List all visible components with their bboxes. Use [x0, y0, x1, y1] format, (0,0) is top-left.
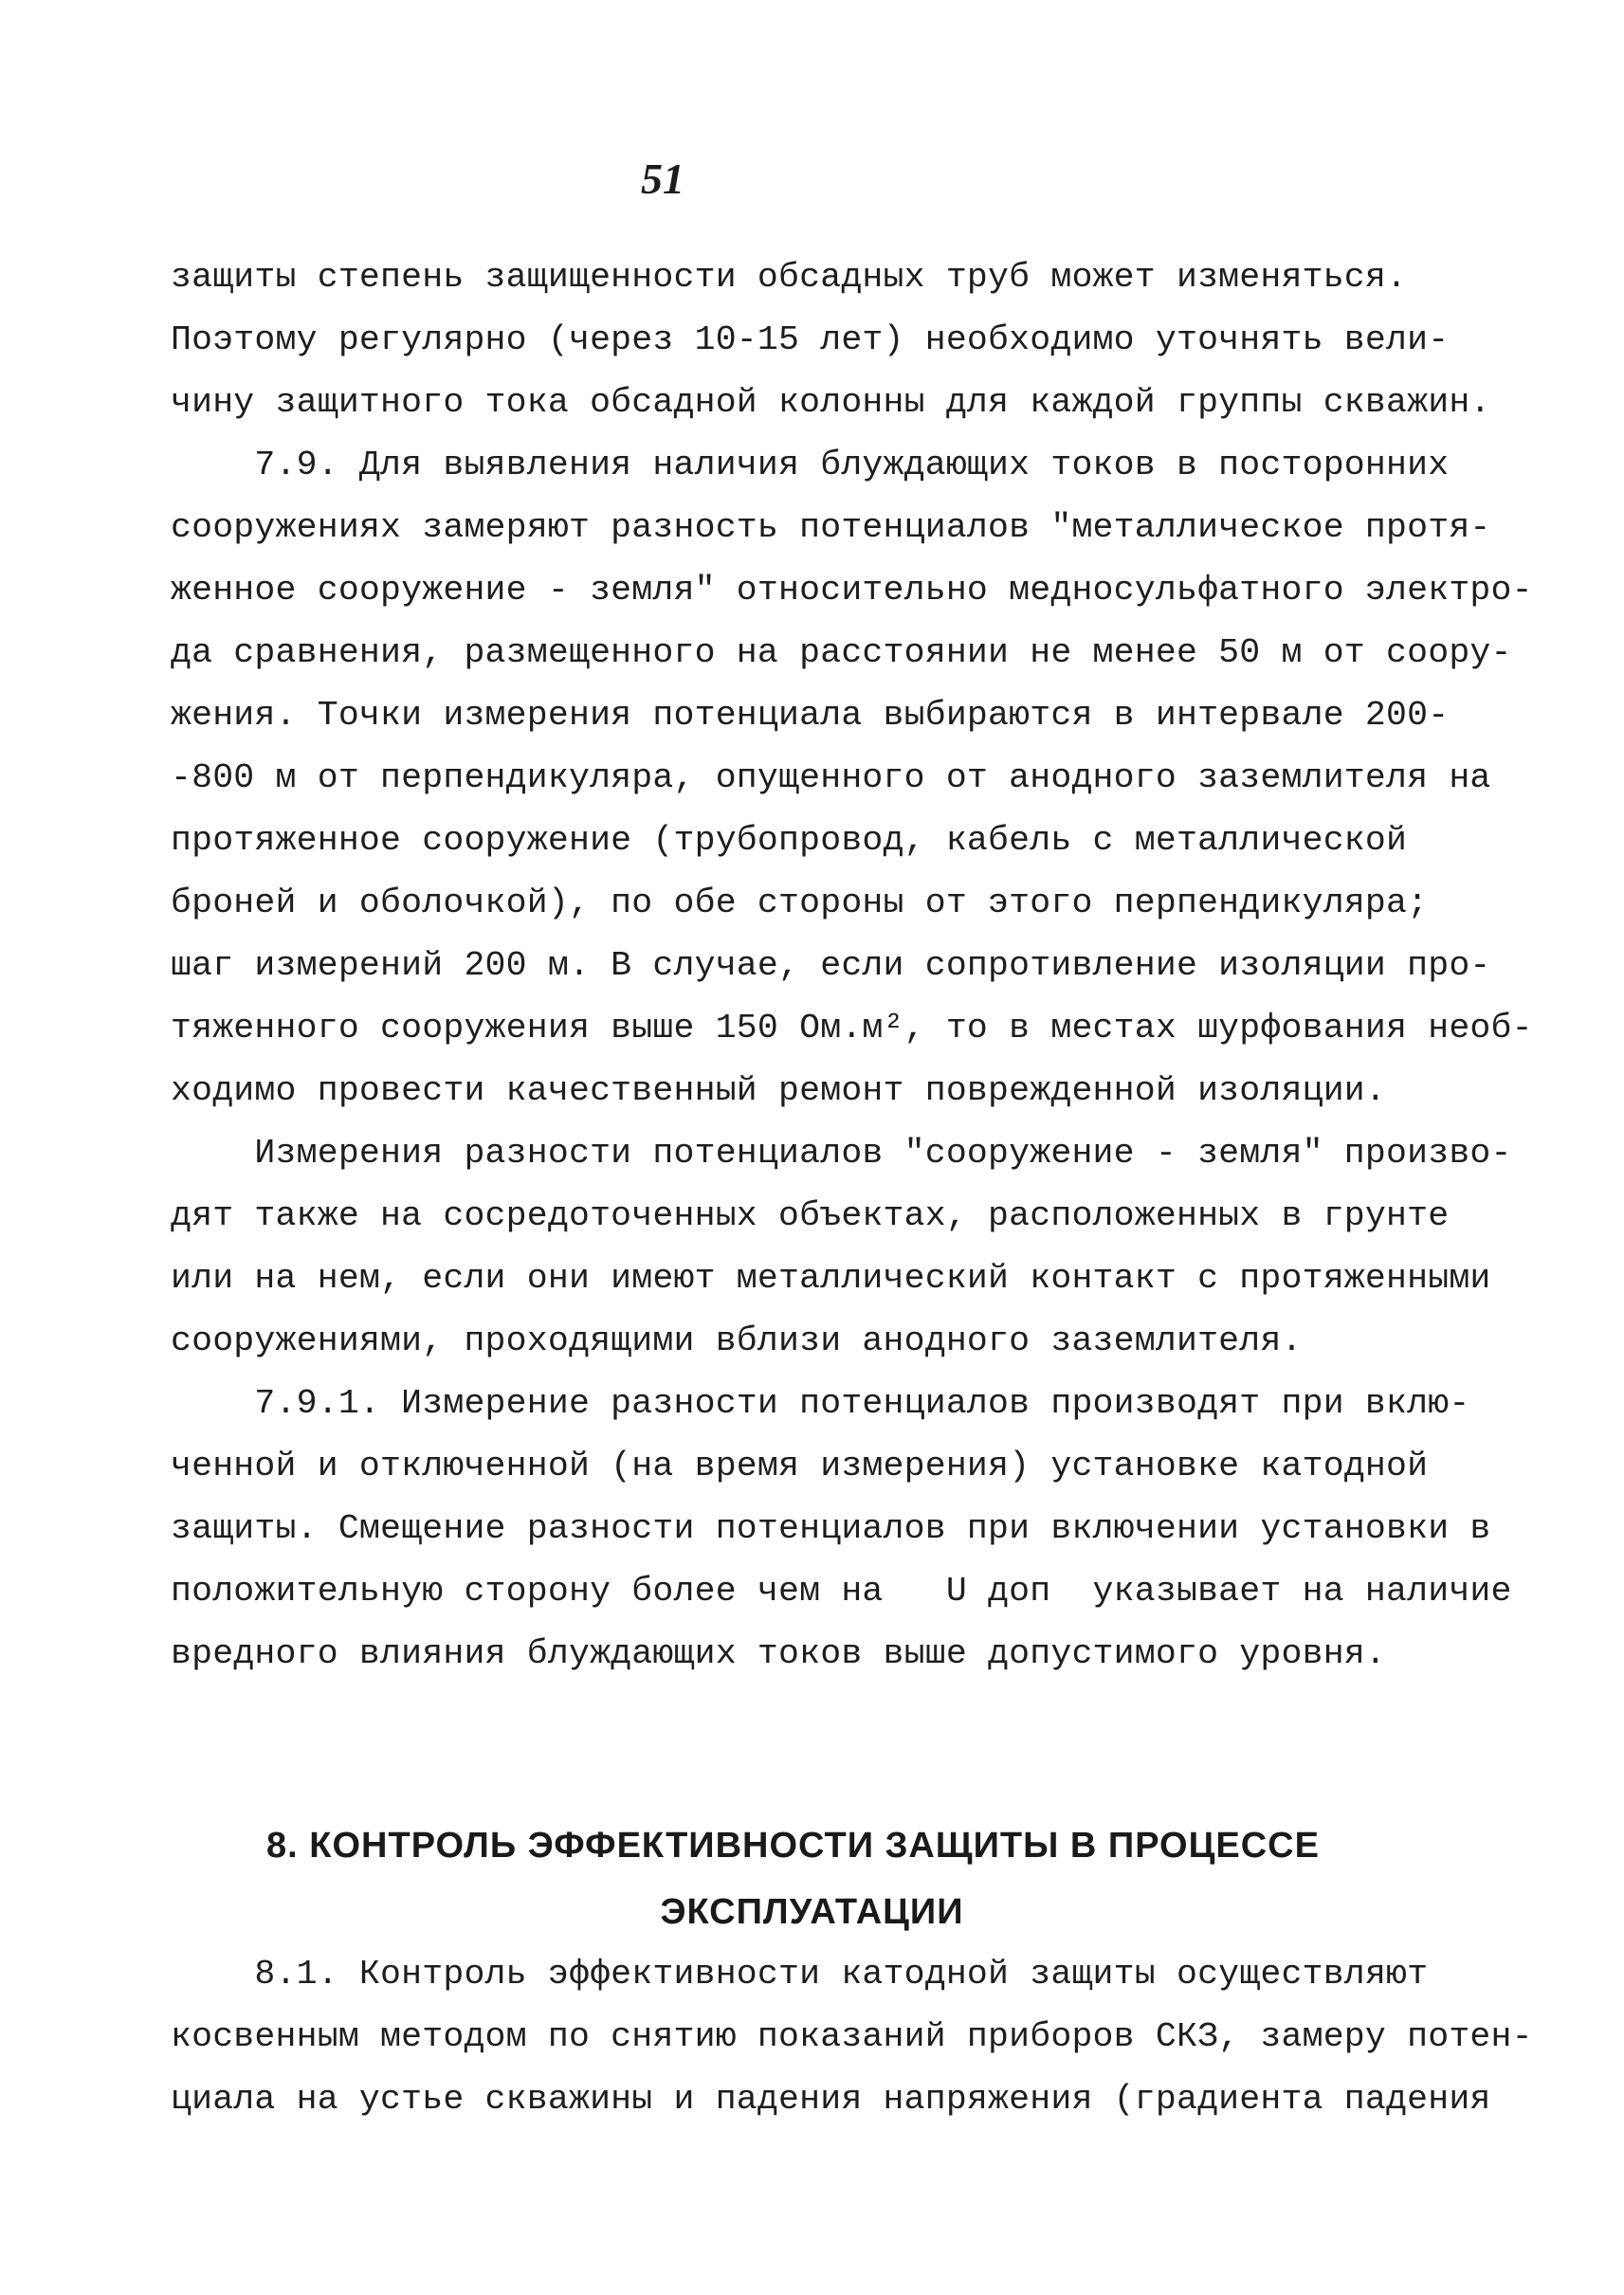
- section-heading-line: 8. КОНТРОЛЬ ЭФФЕКТИВНОСТИ ЗАЩИТЫ В ПРОЦЕССЕ: [266, 1826, 1320, 1866]
- text-line: чину защитного тока обсадной колонны для каждой группы скважин.: [171, 383, 1491, 422]
- text-line: ченной и отключенной (на время измерения) установке катодной: [171, 1447, 1429, 1485]
- section-heading-line: ЭКСПЛУАТАЦИИ: [660, 1892, 964, 1932]
- text-line: 7.9.1. Измерение разности потенциалов производят при вклю-: [171, 1384, 1470, 1423]
- text-line: сооружениями, проходящими вблизи анодного заземлителя.: [171, 1321, 1303, 1360]
- text-line: циала на устье скважины и падения напряжения (градиента падения: [171, 2080, 1491, 2119]
- text-line: Поэтому регулярно (через 10-15 лет) необходимо уточнять вели-: [171, 320, 1450, 359]
- text-line: защиты степень защищенности обсадных труб может изменяться.: [171, 258, 1408, 297]
- text-line: жения. Точки измерения потенциала выбираются в интервале 200-: [171, 696, 1450, 735]
- text-line: шаг измерений 200 м. В случае, если сопротивление изоляции про-: [171, 946, 1491, 985]
- text-line: броней и оболочкой), по обе стороны от этого перпендикуляра;: [171, 883, 1429, 922]
- body-text-top: [171, 246, 1533, 1685]
- text-line: женное сооружение - земля" относительно медносульфатного электро-: [171, 571, 1533, 610]
- text-line: -800 м от перпендикуляра, опущенного от анодного заземлителя на: [171, 758, 1491, 797]
- text-line: вредного влияния блуждающих токов выше допустимого уровня.: [171, 1634, 1387, 1673]
- text-line: положительную сторону более чем на U доп указывает на наличие: [171, 1572, 1512, 1611]
- text-line: да сравнения, размещенного на расстоянии не менее 50 м от соору-: [171, 633, 1512, 672]
- text-line: косвенным методом по снятию показаний приборов СКЗ, замеру потен-: [171, 2017, 1533, 2056]
- page-number: 51: [641, 155, 684, 203]
- text-line: тяженного сооружения выше 150 Ом.м², то в местах шурфования необ-: [171, 1009, 1533, 1047]
- text-line: протяженное сооружение (трубопровод, кабель с металлической: [171, 821, 1408, 860]
- text-line: сооружениях замеряют разность потенциалов "металлическое протя-: [171, 508, 1491, 547]
- text-line: или на нем, если они имеют металлический контакт с протяженными: [171, 1259, 1491, 1298]
- text-line: 8.1. Контроль эффективности катодной защиты осуществляют: [171, 1955, 1429, 1994]
- text-line: ходимо провести качественный ремонт поврежденной изоляции.: [171, 1071, 1387, 1110]
- body-text-bottom: [171, 1943, 1533, 2131]
- text-line: защиты. Смещение разности потенциалов при включении установки в: [171, 1509, 1491, 1548]
- text-line: Измерения разности потенциалов "сооружение - земля" произво-: [171, 1134, 1512, 1173]
- section-heading: [0, 1812, 1624, 1945]
- text-line: 7.9. Для выявления наличия блуждающих токов в посторонних: [171, 446, 1450, 484]
- text-line: дят также на сосредоточенных объектах, расположенных в грунте: [171, 1196, 1450, 1235]
